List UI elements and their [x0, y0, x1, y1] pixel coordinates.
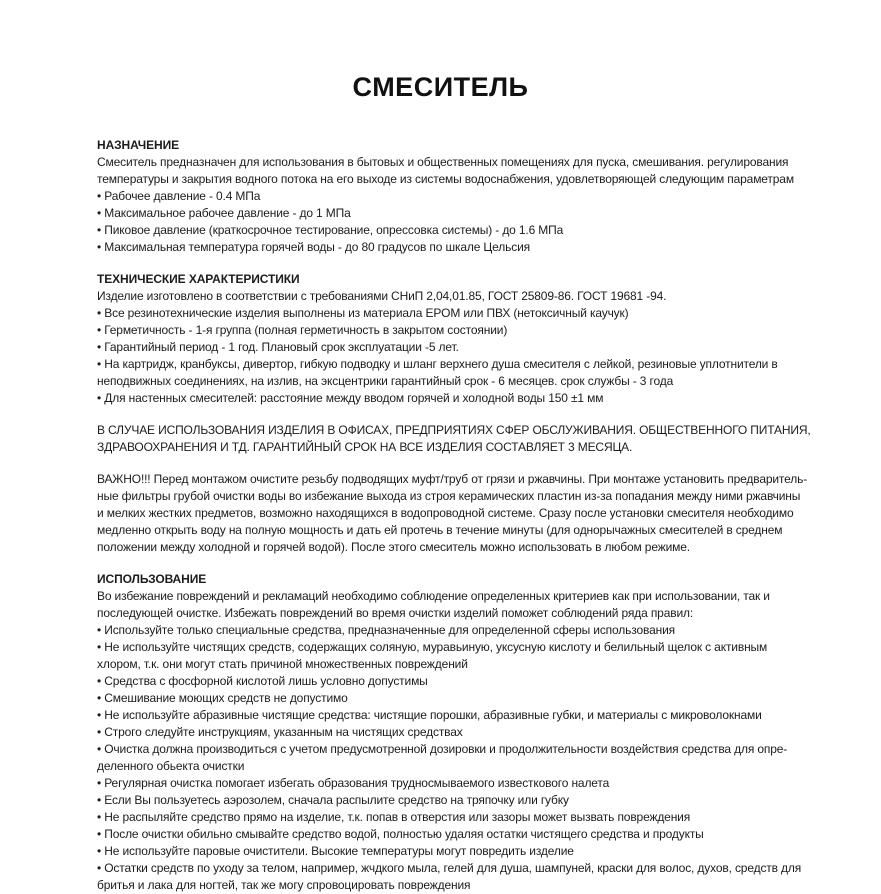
text-line: медленно открыть воду на полную мощность и дать ей протечь в течение минуты (для однорычажных смесителей в среднем: [97, 523, 783, 537]
section-heading-naznachenie: НАЗНАЧЕНИЕ: [97, 138, 179, 152]
section-office-warranty-note: [97, 422, 811, 456]
text-line: • Для настенных смесителей: расстояние между вводом горячей и холодной воды 150 ±1 мм: [97, 391, 604, 405]
text-line: температуры и закрытия водного потока на его выходе из системы водоснабжения, удовлетворяющей следующим параметрам: [97, 172, 794, 186]
document-body: [97, 137, 811, 894]
text-line: • Гарантийный период - 1 год. Плановый срок эксплуатации -5 лет.: [97, 340, 459, 354]
text-line: • Остатки средств по уходу за телом, например, жчдкого мыла, гелей для душа, шампуней, краски для волос, духов, средств для: [97, 861, 802, 875]
text-line: Во избежание повреждений и рекламаций необходимо соблюдение определенных критериев как при использовании, так и: [97, 589, 770, 603]
text-line: ные фильтры грубой очистки воды во избежание выхода из строя керамических пластин из-за попадания между ними ржавчины: [97, 489, 801, 503]
text-line: ВАЖНО!!! Перед монтажом очистите резьбу подводящих муфт/труб от грязи и ржавчины. При монтаже установить предваритель-: [97, 472, 808, 486]
text-line: Смеситель предназначен для использования в бытовых и общественных помещениях для пуска, смешивания. регулирования: [97, 155, 789, 169]
text-line: • Все резинотехнические изделия выполнены из материала EPOM или ПВХ (нетоксичный каучук): [97, 306, 629, 320]
text-line: ЗДРАВООХРАНЕНИЯ И ТД. ГАРАНТИЙНЫЙ СРОК НА ВСЕ ИЗДЕЛИЯ СОСТАВЛЯЕТ 3 МЕСЯЦА.: [97, 440, 633, 454]
text-line: • Максимальная температура горячей воды - до 80 градусов по шкале Цельсия: [97, 240, 530, 254]
section-naznachenie: [97, 137, 797, 256]
text-line: • Не используйте паровые очистители. Высокие температуры могут повредить изделие: [97, 844, 574, 858]
text-line: • Если Вы пользуетесь аэрозолем, сначала распылите средство на тряпочку или губку: [97, 793, 569, 807]
text-line: • Средства с фосфорной кислотой лишь условно допустимы: [97, 674, 428, 688]
text-line: • Строго следуйте инструкциям, указанным на чистящих средствах: [97, 725, 463, 739]
text-line: В СЛУЧАЕ ИСПОЛЬЗОВАНИЯ ИЗДЕЛИЯ В ОФИСАХ, ПРЕДПРИЯТИЯХ СФЕР ОБСЛУЖИВАНИЯ. ОБЩЕСТВЕННОГО ПИТАНИЯ,: [97, 423, 811, 437]
text-line: • Не распыляйте средство прямо на изделие, т.к. попав в отверстия или зазоры может вызвать повреждения: [97, 810, 691, 824]
text-line: последующей очистке. Избежать повреждений во время очистки изделий поможет соблюдений ряда правил:: [97, 606, 694, 620]
text-line: деленного обьекта очистки: [97, 759, 245, 773]
text-line: положении между холодной и горячей водой). После этого смеситель можно использовать в любом режиме.: [97, 540, 690, 554]
text-line: • Не используйте абразивные чистящие средства: чистящие порошки, абразивные губки, и материалы с микроволокнами: [97, 708, 762, 722]
text-line: • Регулярная очистка помогает избегать образования трудносмываемого известкового налета: [97, 776, 610, 790]
text-line: • После очистки обильно смывайте средство водой, полностью удаляя остатки чистящего средства и продукты: [97, 827, 704, 841]
text-line: хлором, т.к. они могут стать причиной множественных повреждений: [97, 657, 468, 671]
section-ispolzovanie: [97, 571, 802, 894]
text-line: • Пиковое давление (краткосрочное тестирование, опрессовка системы) - до 1.6 МПа: [97, 223, 564, 237]
section-heading-ispolzovanie: ИСПОЛЬЗОВАНИЕ: [97, 572, 207, 586]
text-line: • Герметичность - 1-я группа (полная герметичность в закрытом состоянии): [97, 323, 508, 337]
text-line: • Используйте только специальные средства, предназначенные для определенной сферы использования: [97, 623, 675, 637]
section-tehnicheskie-harakteristiki: [97, 271, 797, 407]
text-line: • Смешивание моющих средств не допустимо: [97, 691, 348, 705]
text-line: • Не используйте чистящих средств, содержащих соляную, муравьиную, уксусную кислоту и белильный щелок с активным: [97, 640, 768, 654]
text-line: и мелких жестких предметов, возможно находящихся в водопроводной системе. Сразу после установки смесителя необходимо: [97, 506, 794, 520]
text-line: • Очистка должна производиться с учетом предусмотренной дозировки и продолжительности воздействия средства для опре-: [97, 742, 788, 756]
text-line: • Рабочее давление - 0.4 МПа: [97, 189, 261, 203]
text-line: • На картридж, кранбуксы, дивертор, гибкую подводку и шланг верхнего душа смесителя с лейкой, резиновые уплотнители в: [97, 357, 778, 371]
text-line: Изделие изготовлено в соответствии с требованиями СНиП 2,04,01.85, ГОСТ 25809-86. ГОСТ 19681 -94.: [97, 289, 667, 303]
text-line: • Максимальное рабочее давление - до 1 МПа: [97, 206, 351, 220]
document-title: СМЕСИТЕЛЬ: [352, 72, 529, 102]
section-vazhno-note: [97, 471, 808, 556]
text-line: бритья и лака для ногтей, так же могу спровоцировать повреждения: [97, 878, 471, 892]
text-line: неподвижных соединениях, на излив, на эксцентрики гарантийный срок - 6 месяцев. срок службы - 3 года: [97, 374, 674, 388]
section-heading-tehnicheskie-harakteristiki: ТЕХНИЧЕСКИЕ ХАРАКТЕРИСТИКИ: [97, 272, 300, 286]
